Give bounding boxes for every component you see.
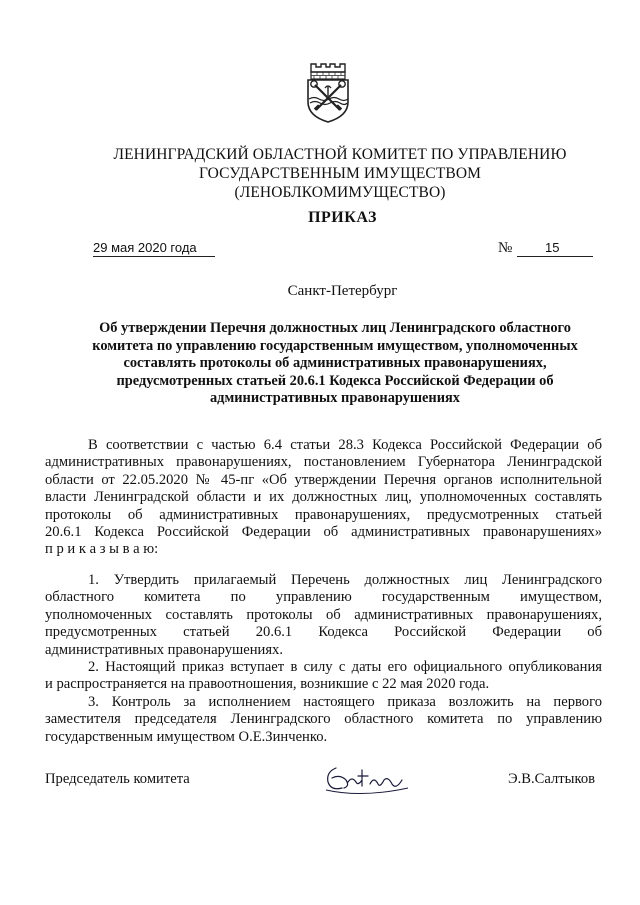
signatory-name: Э.В.Салтыков xyxy=(508,771,596,787)
preamble-paragraph xyxy=(45,437,602,559)
committee-line-2: ГОСУДАРСТВЕННЫМ ИМУЩЕСТВОМ xyxy=(198,165,482,182)
subject-line: комитета по управлению государственным имуществом, уполномоченных xyxy=(92,337,578,354)
subject-line: Об утверждении Перечня должностных лиц Ленинградского областного xyxy=(99,320,571,336)
item-1-line: 1. Утвердить прилагаемый Перечень должностных лиц Ленинградского xyxy=(88,572,602,588)
committee-line-3: (ЛЕНОБЛКОМИМУЩЕСТВО) xyxy=(234,184,446,201)
signatory-title: Председатель комитета xyxy=(45,771,190,787)
handwritten-signature xyxy=(322,758,410,796)
text-line: протоколы об административных правонарушениях, предусмотренных статьей xyxy=(45,506,602,523)
text-line: области от 22.05.2020 № 45-пг «Об утверждении Перечня органов исполнительной xyxy=(45,471,602,488)
text-line: п р и к а з ы в а ю: xyxy=(45,541,159,558)
coat-of-arms-emblem xyxy=(303,58,353,124)
item-1-line: уполномоченных составлять протоколы об административных правонарушениях, xyxy=(45,606,602,623)
document-date: 29 мая 2020 года xyxy=(93,240,215,257)
document-type-heading: ПРИКАЗ xyxy=(308,209,377,226)
item-2-line: 2. Настоящий приказ вступает в силу с даты его официального опубликования xyxy=(88,658,602,675)
text-line: В соответствии с частью 6.4 статьи 28.3 Кодекса Российской Федерации об xyxy=(88,437,602,453)
order-items xyxy=(45,572,602,746)
number-sign: № xyxy=(498,240,513,256)
subject-line: административных правонарушениях xyxy=(209,390,461,406)
document-number: 15 xyxy=(517,240,593,257)
order-subject xyxy=(55,320,615,408)
item-1-line: предусмотренных статьей 20.6.1 Кодекса Российской Федерации об xyxy=(45,624,602,641)
item-1-line: административных правонарушениях. xyxy=(45,641,283,658)
item-1-line: областного комитета по управлению государственным имуществом, xyxy=(45,589,602,606)
item-3-line: государственным имуществом О.Е.Зинченко. xyxy=(45,728,328,745)
item-3-line: 3. Контроль за исполнением настоящего приказа возложить на первого xyxy=(88,693,602,710)
item-3-line: заместителя председателя Ленинградского областного комитета по управлению xyxy=(45,711,602,728)
city-name: Санкт-Петербург xyxy=(287,283,398,299)
text-line: административных правонарушениях, постановлением Губернатора Ленинградской xyxy=(45,454,602,471)
item-2-line: и распространяется на правоотношения, возникшие с 22 мая 2020 года. xyxy=(45,676,490,693)
committee-name xyxy=(60,145,620,202)
subject-line: составлять протоколы об административных правонарушениях, xyxy=(123,355,547,371)
subject-line: предусмотренных статьей 20.6.1 Кодекса Российской Федерации об xyxy=(116,372,554,389)
committee-line-1: ЛЕНИНГРАДСКИЙ ОБЛАСТНОЙ КОМИТЕТ ПО УПРАВЛЕНИЮ xyxy=(113,146,567,163)
text-line: 20.6.1 Кодекса Российской Федерации об административных правонарушениях» xyxy=(45,523,602,540)
text-line: власти Ленинградской области и их должностных лиц, уполномоченных составлять xyxy=(45,489,602,506)
